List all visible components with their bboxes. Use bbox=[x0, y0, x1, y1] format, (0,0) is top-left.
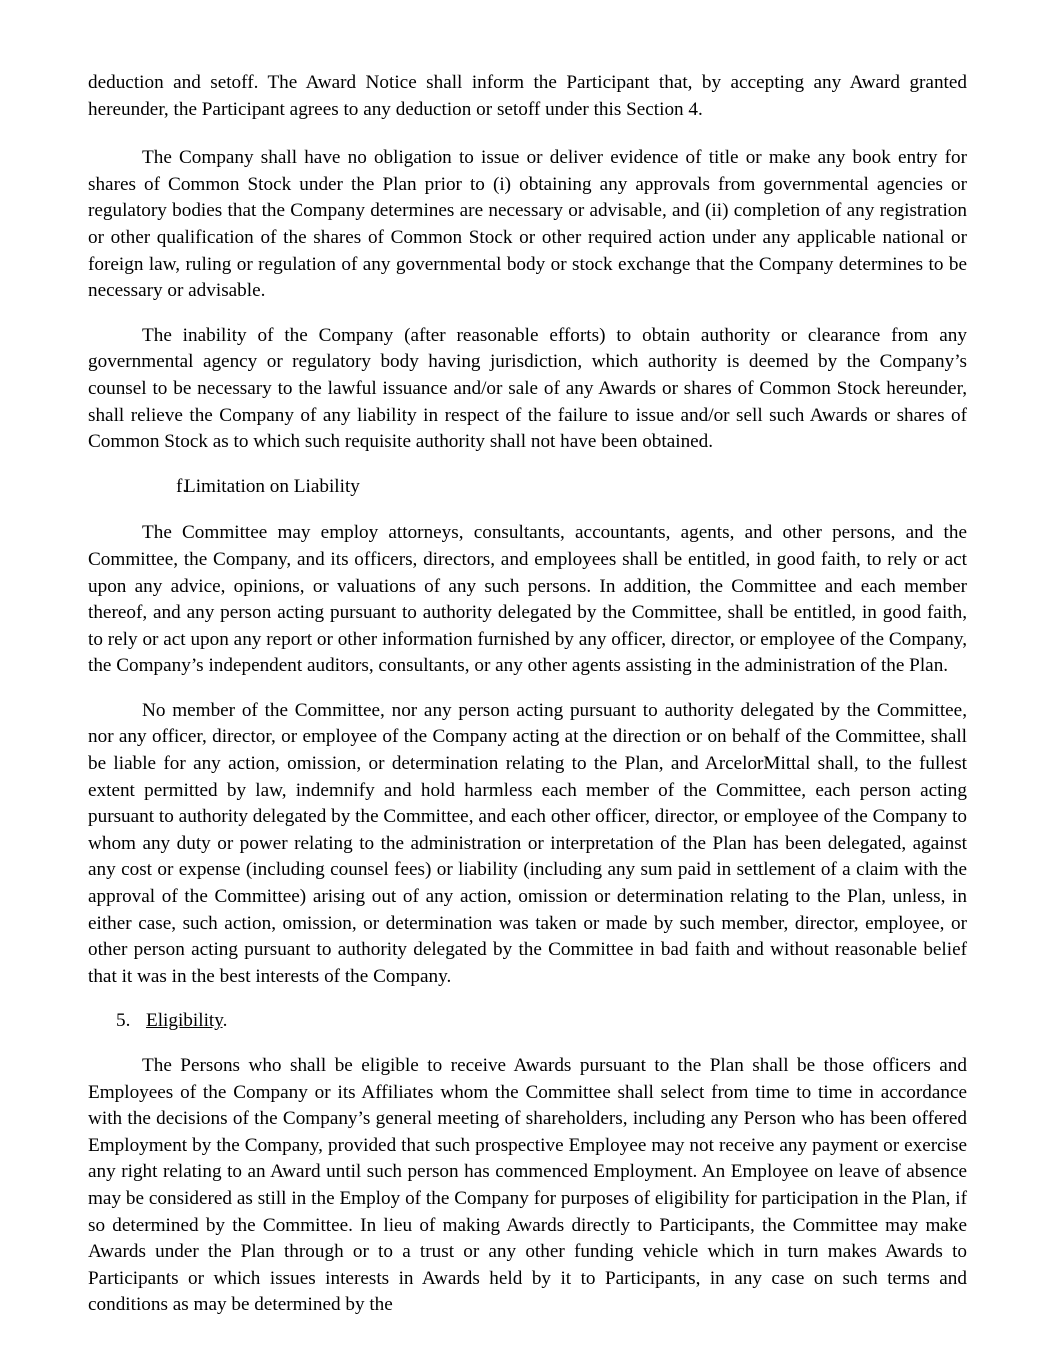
subsection-f-title: Limitation on Liability bbox=[184, 475, 360, 497]
paragraph-company-obligation: The Company shall have no obligation to issue or deliver evidence of title or make any book entry for shares of Common Stock under the Plan prior to (i) obtaining any approvals from governmental agencies or regulatory bodies that the Company determines are necessary or advisable, and (ii) completion of any registration or other qualification of the shares of Common Stock or other required action under any applicable national or foreign law, ruling or regulation of any governmental body or stock exchange that the Company determines to be necessary or advisable. bbox=[88, 147, 967, 302]
section-5-marker: 5. bbox=[116, 1010, 131, 1032]
paragraph-inability-of-company: The inability of the Company (after reasonable efforts) to obtain authority or clearance from any governmental agency or regulatory body having jurisdiction, which authority is deemed by the Company’s counsel to be necessary to the lawful issuance and/or sale of any Awards or shares of Common Stock hereunder, shall relieve the Company of any liability in respect of the failure to issue and/or sell such Awards or shares of Common Stock as to which such requisite authority shall not have been obtained. bbox=[88, 324, 967, 453]
section-5-title-suffix: . bbox=[222, 1010, 228, 1032]
paragraph-no-member-of-committee: No member of the Committee, nor any person acting pursuant to authority delegated by the Committee, nor any officer, director, or employee of the Company acting at the direction or on behalf of the Committee, shall be liable for any action, omission, or determination relating to the Plan, and ArcelorMittal shall, to the fullest extent permitted by law, indemnify and hold harmless each member of the Committee, each person acting pursuant to authority delegated by the Committee, and each other officer, director, or employee of the Company to whom any duty or power relating to the administration or interpretation of the Plan has been delegated, against any cost or expense (including counsel fees) or liability (including any sum paid in settlement of a claim with the approval of the Committee) arising out of any action, omission or determination relating to the Plan, unless, in either case, such action, omission, or determination was taken or made by such member, director, employee, or other person acting pursuant to authority delegated by the Committee in bad faith and without reasonable belief that it was in the best interests of the Company. bbox=[88, 699, 967, 987]
subsection-f-heading bbox=[88, 474, 967, 501]
paragraph-committee-may-employ: The Committee may employ attorneys, consultants, accountants, agents, and other persons, and the Committee, the Company, and its officers, directors, and employees shall be entitled, in good faith, to rely or act upon any advice, opinions, or valuations of any such persons. In addition, the Committee and each member thereof, and any person acting pursuant to authority delegated by the Committee, shall be entitled, in good faith, to rely or act upon any report or other information furnished by any officer, director, or employee of the Company, the Company’s independent auditors, consultants, or any other agents assisting in the administration of the Plan. bbox=[88, 522, 967, 677]
subsection-f-marker: f. bbox=[176, 475, 188, 497]
section-5-title: Eligibility bbox=[146, 1010, 223, 1032]
paragraph-continued: deduction and setoff. The Award Notice shall inform the Participant that, by accepting any Award granted hereunder, the Participant agrees to any deduction or setoff under this Section 4. bbox=[88, 72, 967, 120]
section-5-heading bbox=[88, 1008, 967, 1035]
paragraph-eligibility-body: The Persons who shall be eligible to receive Awards pursuant to the Plan shall be those officers and Employees of the Company or its Affiliates whom the Committee shall select from time to time in accordance with the decisions of the Company’s general meeting of shareholders, including any Person who has been offered Employment by the Company, provided that such prospective Employee may not receive any payment or exercise any right relating to an Award until such person has commenced Employment. An Employee on leave of absence may be considered as still in the Employ of the Company for purposes of eligibility for participation in the Plan, if so determined by the Committee. In lieu of making Awards directly to Participants, the Committee may make Awards under the Plan through or to a trust or any other funding vehicle which in turn makes Awards to Participants or which issues interests in Awards held by it to Participants, in any case on such terms and conditions as may be determined by the bbox=[88, 1055, 967, 1316]
